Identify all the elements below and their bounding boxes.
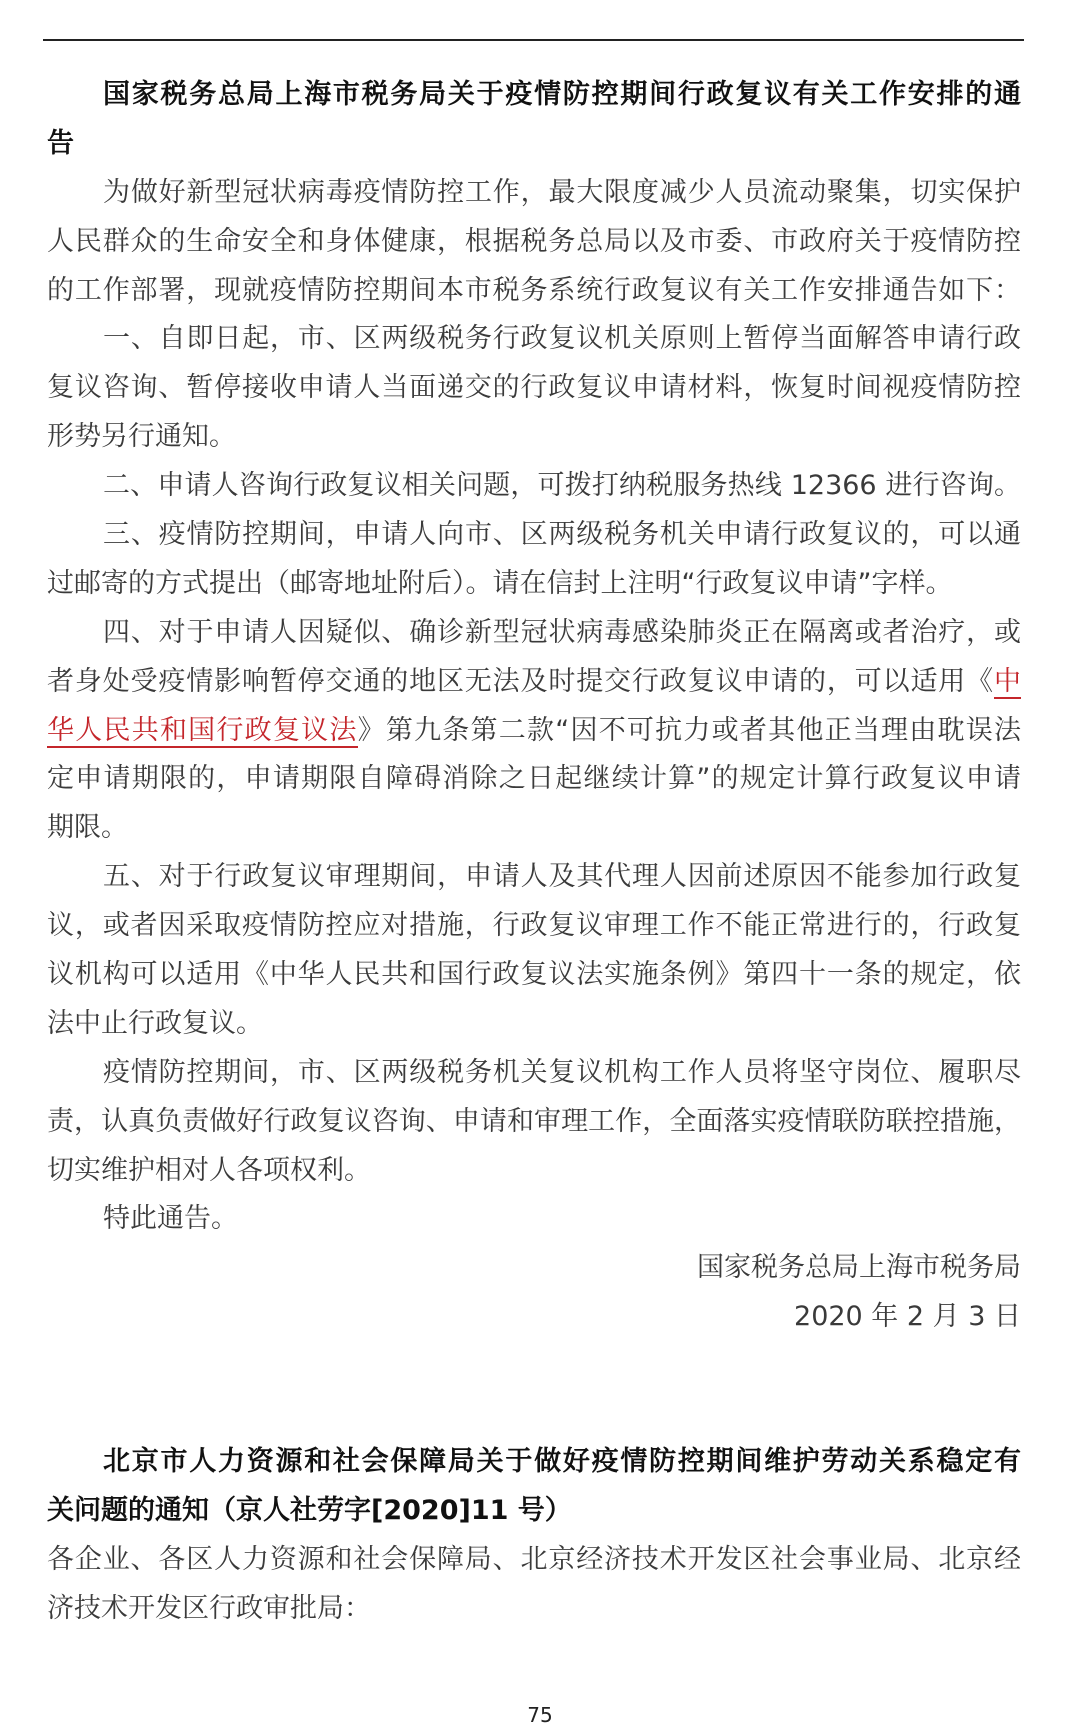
body-text-line xyxy=(47,218,1021,267)
signature-line xyxy=(47,1244,1021,1293)
text-segment: 特此通告。 xyxy=(103,1203,238,1235)
text-segment: 一、自即日起，市、区两级税务行政复议机关原则上暂停当面解答申请行政 xyxy=(103,323,1021,355)
text-segment: 形势另行通知。 xyxy=(47,421,236,453)
signature-line xyxy=(47,1293,1021,1342)
text-segment: 人民群众的生命安全和身体健康，根据税务总局以及市委、市政府关于疫情防控 xyxy=(47,225,1021,257)
body-text-line xyxy=(47,1000,1021,1049)
notice-title-line xyxy=(47,1438,1021,1487)
body-text-line xyxy=(47,315,1021,364)
body-text-line xyxy=(47,1195,1021,1244)
body-text-line xyxy=(47,1536,1021,1585)
body-text-line xyxy=(47,658,1021,707)
body-text-line xyxy=(47,1147,1021,1196)
text-segment: 议机构可以适用《中华人民共和国行政复议法实施条例》第四十一条的规定，依 xyxy=(47,959,1021,991)
notice-beijing-hrss xyxy=(47,1438,1021,1634)
text-segment: 的工作部署，现就疫情防控期间本市税务系统行政复议有关工作安排通告如下： xyxy=(47,274,1021,306)
body-text-line xyxy=(47,560,1021,609)
law-link[interactable]: 中 xyxy=(994,665,1021,697)
body-text-line xyxy=(47,511,1021,560)
notice-title-line xyxy=(47,71,1021,120)
body-text-line xyxy=(47,804,1021,853)
body-text-line xyxy=(47,1098,1021,1147)
page-number: 75 xyxy=(527,1703,553,1727)
body-text-line xyxy=(47,413,1021,462)
body-text-line xyxy=(47,853,1021,902)
text-segment: 告 xyxy=(47,127,74,159)
notice-title-line xyxy=(47,1487,1021,1536)
text-segment: 2020 年 2 月 3 日 xyxy=(794,1301,1021,1333)
text-segment: 为做好新型冠状病毒疫情防控工作，最大限度减少人员流动聚集，切实保护 xyxy=(103,176,1021,208)
text-segment: 国家税务总局上海市税务局 xyxy=(697,1252,1021,1284)
text-segment: 国家税务总局上海市税务局关于疫情防控期间行政复议有关工作安排的通 xyxy=(103,79,1021,110)
body-text-line xyxy=(47,902,1021,951)
body-text-line xyxy=(47,609,1021,658)
text-segment: 三、疫情防控期间，申请人向市、区两级税务机关申请行政复议的，可以通 xyxy=(103,519,1021,551)
text-segment: 定申请期限的，申请期限自障碍消除之日起继续计算”的规定计算行政复议申请 xyxy=(47,763,1021,795)
body-text-line xyxy=(47,707,1021,756)
text-segment: 各企业、各区人力资源和社会保障局、北京经济技术开发区社会事业局、北京经 xyxy=(47,1543,1021,1575)
text-segment: 责，认真负责做好行政复议咨询、申请和审理工作，全面落实疫情联防联控措施， xyxy=(47,1105,1021,1137)
text-segment: 过邮寄的方式提出（邮寄地址附后）。请在信封上注明“行政复议申请”字样。 xyxy=(47,567,953,599)
body-text-line xyxy=(47,1049,1021,1098)
text-segment: 法中止行政复议。 xyxy=(47,1007,263,1039)
text-segment: 切实维护相对人各项权利。 xyxy=(47,1154,371,1186)
body-text-line xyxy=(47,1585,1021,1634)
text-segment: 期限。 xyxy=(47,812,128,844)
law-link[interactable]: 华人民共和国行政复议法 xyxy=(47,714,358,746)
text-segment: 二、申请人咨询行政复议相关问题，可拨打纳税服务热线 12366 进行咨询。 xyxy=(103,470,1021,502)
text-segment: 北京市人力资源和社会保障局关于做好疫情防控期间维护劳动关系稳定有 xyxy=(103,1446,1021,1477)
text-segment: 复议咨询、暂停接收申请人当面递交的行政复议申请材料，恢复时间视疫情防控 xyxy=(47,372,1021,404)
body-text-line xyxy=(47,755,1021,804)
top-divider xyxy=(43,39,1024,41)
text-segment: 议，或者因采取疫情防控应对措施，行政复议审理工作不能正常进行的，行政复 xyxy=(47,910,1021,942)
body-text-line xyxy=(47,462,1021,511)
text-segment: 疫情防控期间，市、区两级税务机关复议机构工作人员将坚守岗位、履职尽 xyxy=(103,1056,1021,1088)
body-text-line xyxy=(47,951,1021,1000)
text-segment: 者身处受疫情影响暂停交通的地区无法及时提交行政复议申请的，可以适用《 xyxy=(47,665,994,697)
text-segment: 》第九条第二款“因不可抗力或者其他正当理由耽误法 xyxy=(357,714,1021,746)
text-segment: 四、对于申请人因疑似、确诊新型冠状病毒感染肺炎正在隔离或者治疗，或 xyxy=(103,616,1021,648)
body-text-line xyxy=(47,169,1021,218)
text-segment: 济技术开发区行政审批局： xyxy=(47,1592,371,1624)
body-text-line xyxy=(47,267,1021,316)
notice-shanghai-tax xyxy=(47,71,1021,1342)
body-text-line xyxy=(47,364,1021,413)
notice-title-line xyxy=(47,120,1021,169)
text-segment: 关问题的通知（京人社劳字[2020]11 号） xyxy=(47,1494,572,1526)
text-segment: 五、对于行政复议审理期间，申请人及其代理人因前述原因不能参加行政复 xyxy=(103,861,1021,893)
